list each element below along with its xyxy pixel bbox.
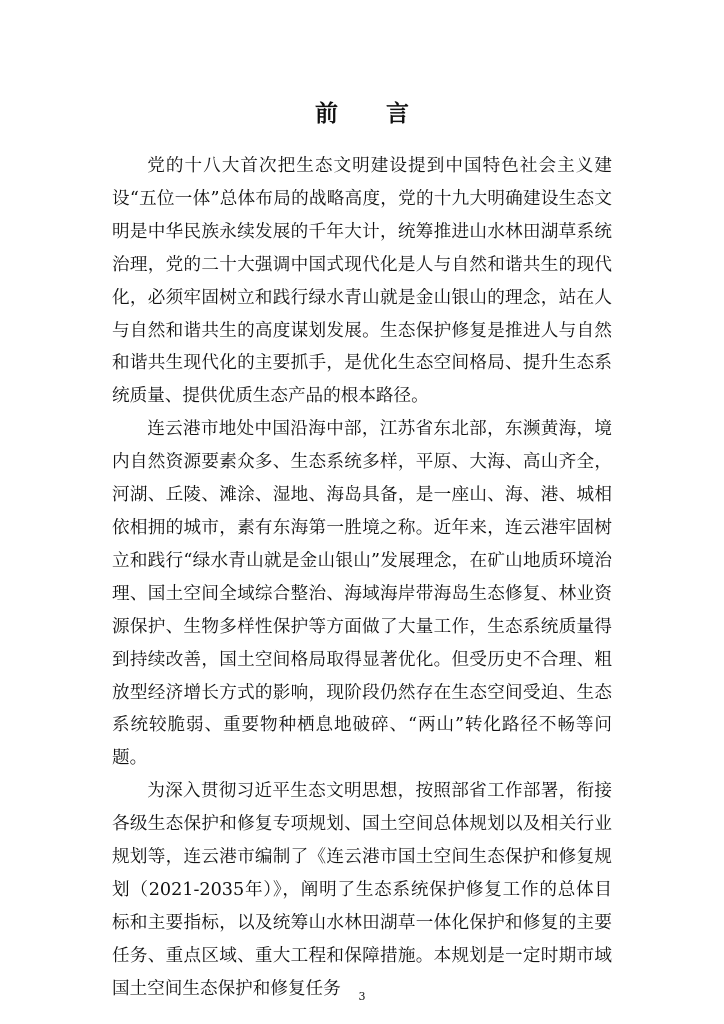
document-body xyxy=(112,150,612,1006)
paragraph-2: 连云港市地处中国沿海中部，江苏省东北部，东濒黄海，境内自然资源要素众多、生态系统多样，平原、大海、高山齐全，河湖、丘陵、滩涂、湿地、海岛具备，是一座山、海、港、城相依相拥的城市，素有东海第一胜境之称。近年来，连云港牢固树立和践行“绿水青山就是金山银山”发展理念，在矿山地质环境治理、国土空间全域综合整治、海域海岸带海岛生态修复、林业资源保护、生物多样性保护等方面做了大量工作，生态系统质量得到持续改善，国土空间格局取得显著优化。但受历史不合理、粗放型经济增长方式的影响，现阶段仍然存在生态空间受迫、生态系统较脆弱、重要物种栖息地破碎、“两山”转化路径不畅等问题。 xyxy=(112,419,612,769)
paragraph-1: 党的十八大首次把生态文明建设提到中国特色社会主义建设“五位一体”总体布局的战略高度，党的十九大明确建设生态文明是中华民族永续发展的千年大计，统筹推进山水林田湖草系统治理，党的二十大强调中国式现代化是人与自然和谐共生的现代化，必须牢固树立和践行绿水青山就是金山银山的理念，站在人与自然和谐共生的高度谋划发展。生态保护修复是推进人与自然和谐共生现代化的主要抓手，是优化生态空间格局、提升生态系统质量、提供优质生态产品的根本路径。 xyxy=(112,156,612,407)
page-number: 3 xyxy=(358,990,366,1003)
paragraph-3: 为深入贯彻习近平生态文明思想，按照部省工作部署，衔接各级生态保护和修复专项规划、国土空间总体规划以及相关行业规划等，连云港市编制了《连云港市国土空间生态保护和修复规划（2021-2035年）》，阐明了生态系统保护修复工作的总体目标和主要指标，以及统筹山水林田湖草一体化保护和修复的主要任务、重点区域、重大工程和保障措施。本规划是一定时期市域国土空间生态保护和修复任务 xyxy=(112,781,612,999)
page-title: 前 言 xyxy=(314,100,429,127)
